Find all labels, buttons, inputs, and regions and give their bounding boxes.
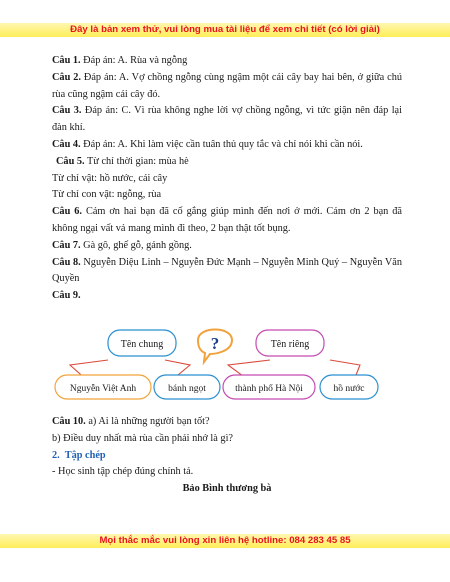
answer-7: Câu 7. Gà gô, ghế gỗ, gánh gồng. bbox=[52, 239, 192, 251]
answer-4: Câu 4. Đáp án: A. Khi làm việc cần tuân thủ quy tắc và chỉ nói khi cần nói. bbox=[52, 138, 363, 150]
poem-title: Bảo Bình thương bà bbox=[182, 483, 272, 495]
item-label-4: hồ nước bbox=[333, 384, 365, 394]
section-heading: 2. Tập chép bbox=[52, 449, 106, 461]
answer-9: Câu 9. bbox=[52, 290, 81, 302]
classification-diagram bbox=[0, 320, 450, 420]
preview-banner: Đây là bản xem thử, vui lòng mua tài liệu để xem chi tiết (có lời giải) bbox=[0, 23, 450, 37]
item-label-3: thành phố Hà Nội bbox=[235, 384, 303, 394]
document-body-lower bbox=[52, 414, 402, 498]
svg-text:?: ? bbox=[210, 334, 220, 353]
document-body bbox=[52, 53, 402, 305]
answer-5-line-3: Từ chỉ con vật: ngỗng, rùa bbox=[52, 189, 162, 201]
answer-3: Câu 3. Đáp án: C. Vì rùa không nghe lời vợ chồng ngỗng, vì tức giận nên đáp lại đàn khí. bbox=[52, 105, 402, 134]
item-label-2: bánh ngọt bbox=[168, 384, 206, 394]
answer-10a: Câu 10. a) Ai là những người bạn tốt? bbox=[52, 416, 210, 427]
item-label-1: Nguyễn Việt Anh bbox=[69, 384, 137, 394]
answer-1: Câu 1. Đáp án: A. Rùa và ngỗng bbox=[52, 55, 188, 66]
question-bubble-icon bbox=[198, 330, 232, 363]
answer-5: Câu 5. Từ chỉ thời gian: mùa hè bbox=[56, 155, 189, 167]
proper-noun-label: Tên riêng bbox=[270, 339, 310, 350]
instruction-text: - Học sinh tập chép đúng chính tả. bbox=[52, 466, 194, 478]
answer-10b: b) Điều duy nhất mà rùa cần phải nhớ là gì? bbox=[52, 432, 234, 444]
answer-2: Câu 2. Đáp án: A. Vợ chồng ngỗng cùng ngậm một cái cây bay hai bên, ở giữa chú rùa cũng ngậm cái cây đó. bbox=[52, 71, 403, 100]
answer-8: Câu 8. Nguyễn Diệu Linh – Nguyễn Đức Mạnh – Nguyễn Minh Quý – Nguyễn Văn Quyền bbox=[52, 256, 402, 285]
common-noun-label: Tên chung bbox=[120, 339, 164, 350]
answer-6: Câu 6. Cảm ơn hai bạn đã cố gắng giúp mình đến nơi ở mới. Cảm ơn 2 bạn đã không ngại vất vả mang mình đi theo, 2 bạn thật tốt bụng. bbox=[52, 206, 403, 234]
hotline-banner: Mọi thắc mắc vui lòng xin liên hệ hotline: 084 283 45 85 bbox=[0, 534, 450, 548]
answer-5-line-2: Từ chỉ vật: hồ nước, cái cây bbox=[52, 172, 168, 184]
